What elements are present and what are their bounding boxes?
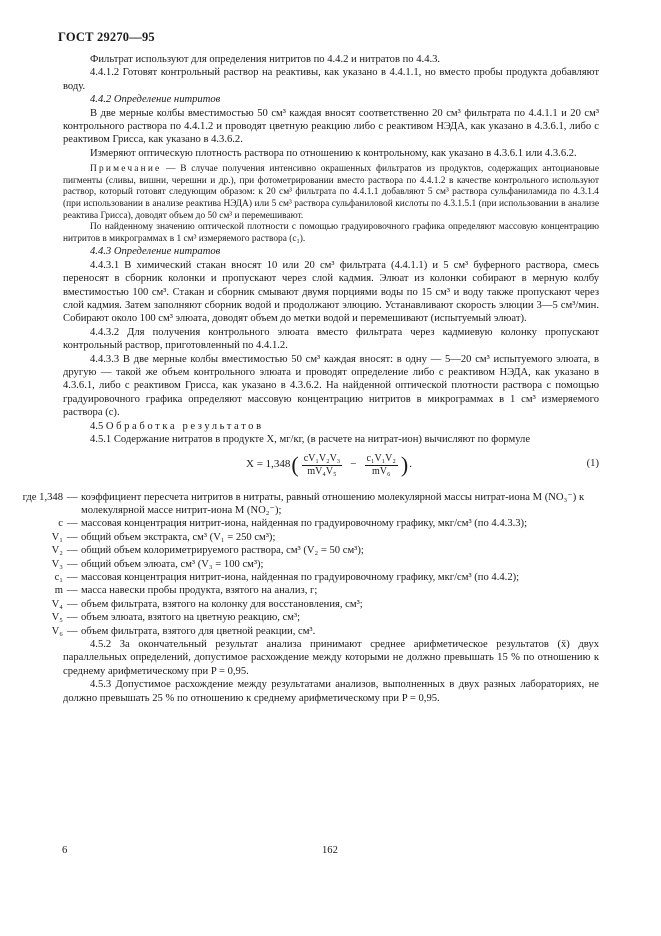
- definition-dash: —: [67, 491, 78, 503]
- page-number-center: 162: [322, 845, 338, 856]
- formula-paren-open: (: [291, 452, 299, 477]
- definition-item: [5, 571, 599, 584]
- fraction-denominator: mV₆: [371, 465, 391, 477]
- definition-dash: —: [67, 518, 78, 530]
- definition-text: общий объем элюата, см³ (V₃ = 100 см³);: [81, 558, 264, 570]
- definition-dash: —: [67, 625, 78, 637]
- definition-item: [5, 491, 599, 518]
- note-paragraph: По найденному значению оптической плотности с помощью градуировочного графика определяют массовую концентрацию нитритов в микрограммах в 1 см³ измеряемого раствора (c₁).: [63, 222, 599, 244]
- paragraph: 4.4.1.2 Готовят контрольный раствор на реактивы, как указано в 4.4.1.1, но вместо пробы продукта добавляют воду.: [63, 67, 599, 92]
- paragraph: 4.4.3.1 В химический стакан вносят 10 или 20 см³ фильтрата (4.4.1.1) и 5 см³ буферного раствора, смесь переносят в сборник колонки и пропускают через слой кадмия. Элюат из колонки собирают в мерную колбу вместимостью 100 см³. Стакан и сборник смывают двумя порциями воды по 15 см³ и воду также пропускают через слой кадмия. Затем заполняют сборник водой и продолжают элюцию. Устанавливают скорость элюции 3—5 см³/мин. Собирают около 100 см³ элюата, доводят объем до метки водой и перемешивают (испытуемый элюат).: [63, 259, 599, 325]
- definition-text: масса навески пробы продукта, взятого на анализ, г;: [81, 585, 318, 597]
- formula-number: (1): [586, 457, 599, 469]
- definition-item: [5, 625, 599, 638]
- definition-item: [5, 611, 599, 624]
- formula-period: .: [409, 458, 412, 471]
- definitions-list: [5, 491, 599, 638]
- definition-item: [5, 544, 599, 557]
- definition-text: объем фильтрата, взятого для цветной реакции, см³.: [81, 625, 316, 637]
- section-number: 4.5: [90, 420, 104, 432]
- definition-dash: —: [67, 571, 78, 583]
- note: [63, 164, 599, 222]
- paragraph: 4.4.3.2 Для получения контрольного элюата вместо фильтрата через кадмиевую колонку пропускают контрольный раствор, приготовленный по 4.4.1.2.: [63, 326, 599, 352]
- definition-symbol: V₃: [51, 558, 63, 570]
- paragraph: Измеряют оптическую плотность раствора по отношению к контрольному, как указано в 4.3.6.1 или 4.3.6.2.: [90, 147, 577, 159]
- definition-text: общий объем колориметрируемого раствора, см³ (V₂ = 50 см³);: [81, 545, 364, 557]
- definition-symbol: m: [54, 585, 63, 597]
- note-text: — В случае получения интенсивно окрашенных фильтратов из продуктов, содержащих антоциановые пигменты (сливы, вишни, черешни и др.), при фотометрировании вместо раствора по 4.4.1.2 в качестве контрольного используют раствор, который готовят следующим образом: к 20 см³ фильтрата по 4.4.1.1 добавляют 5 см³ раствора сульфаниламида по 4.3.1.4 (при использовании в анализе реактива НЭДА) или 5 см³ раствора сульфаниловой кислоты по 4.3.1.5.1 (при использовании в анализе реактива Грисса), доводят объем до 50 см³ и перемешивают.: [63, 164, 599, 221]
- paragraph: 4.5.2 За окончательный результат анализа принимают среднее арифметическое результатов (x̄) двух параллельных определений, допустимое расхождение между которыми не должно превышать 15 % по отношению к среднему арифметическому при P = 0,95.: [63, 638, 599, 677]
- definition-text: массовая концентрация нитрит-иона, найденная по градуировочному графику, мкг/см³ (по 4.4.3.3);: [81, 518, 528, 530]
- definition-text: коэффициент пересчета нитритов в нитраты, равный отношению молекулярной массы нитрат-иона M (NO₃⁻) к молекулярной массе нитрит-иона M (NO₂⁻);: [81, 491, 585, 516]
- section-heading: [63, 420, 599, 433]
- section-heading: 4.4.3 Определение нитратов: [90, 246, 221, 258]
- definition-text: общий объем экстракта, см³ (V₁ = 250 см³);: [81, 531, 276, 543]
- definition-symbol: V₂: [51, 545, 63, 557]
- definition-symbol: V₅: [51, 612, 63, 624]
- definition-symbol: V₁: [51, 531, 63, 543]
- paragraph: 4.5.1 Содержание нитратов в продукте X, мг/кг, (в расчете на нитрат-ион) вычисляют по формуле: [90, 434, 531, 446]
- definition-symbol: c₁: [54, 571, 63, 583]
- definition-text: объем фильтрата, взятого на колонку для восстановления, см³;: [81, 598, 363, 610]
- definition-dash: —: [67, 545, 78, 557]
- definition-item: [5, 584, 599, 597]
- document-body: [22, 53, 599, 705]
- definition-dash: —: [67, 558, 78, 570]
- formula: [63, 451, 599, 487]
- paragraph: В две мерные колбы вместимостью 50 см³ каждая вносят соответственно 20 см³ фильтрата по 4.4.1.1 и 20 см³ контрольного раствора по 4.4.1.2 и проводят цветную реакцию либо с реактивом НЭДА, как указано в 4.3.6.1, либо с реактивом Грисса, как указано в 4.3.6.2.: [63, 107, 599, 146]
- definition-item: [5, 598, 599, 611]
- fraction-numerator: c₁V₁V₂: [366, 452, 396, 464]
- formula-fraction-2: [365, 453, 398, 478]
- section-title: Обработка результатов: [105, 420, 264, 432]
- document-header: ГОСТ 29270—95: [58, 30, 155, 44]
- formula-paren-close: ): [400, 452, 409, 477]
- definition-text: объем элюата, взятого на цветную реакцию, см³;: [81, 612, 301, 624]
- formula-fraction-1: [302, 453, 343, 478]
- definition-dash: —: [67, 531, 78, 543]
- paragraph: Фильтрат используют для определения нитритов по 4.4.2 и нитратов по 4.4.3.: [90, 54, 441, 65]
- paragraph: 4.4.3.3 В две мерные колбы вместимостью 50 см³ каждая вносят: в одну — 5—20 см³ испытуемого элюата, в другую — такой же объем контрольного элюата и проводят определение либо с реактивом НЭДА, как указано в 4.3.6.1, либо с реактивом Грисса, как указано в 4.3.6.2. На найденной оптической плотности раствора с помощью градуировочного графика определяют массовую концентрацию нитритов в микрограммах в 1 см³ измеряемого раствора (c).: [63, 353, 599, 419]
- note-label: Примечание: [90, 164, 162, 175]
- definition-text: массовая концентрация нитрит-иона, найденная по градуировочному графику, мкг/см³ (по 4.4.2);: [81, 571, 520, 583]
- definition-symbol: c: [58, 518, 63, 530]
- paragraph: 4.5.3 Допустимое расхождение между результатами анализов, выполненных в двух разных лабораториях, не должно превышать 25 % по отношению к среднему арифметическому при P = 0,95.: [63, 679, 599, 704]
- fraction-denominator: mV₄V₅: [307, 465, 337, 477]
- definition-dash: —: [67, 598, 78, 610]
- fraction-numerator: cV₁V₂V₃: [303, 452, 341, 464]
- definition-symbol: где 1,348: [22, 491, 63, 503]
- definition-item: [5, 558, 599, 571]
- definition-dash: —: [67, 585, 78, 597]
- definition-item: [5, 531, 599, 544]
- formula-minus: −: [350, 458, 357, 471]
- formula-lhs: X = 1,348: [246, 458, 291, 471]
- section-heading: 4.4.2 Определение нитритов: [90, 94, 221, 106]
- definition-symbol: V₆: [51, 625, 63, 637]
- page-number-left: 6: [62, 845, 68, 856]
- definition-item: [5, 517, 599, 530]
- definition-dash: —: [67, 612, 78, 624]
- definition-symbol: V₄: [51, 598, 63, 610]
